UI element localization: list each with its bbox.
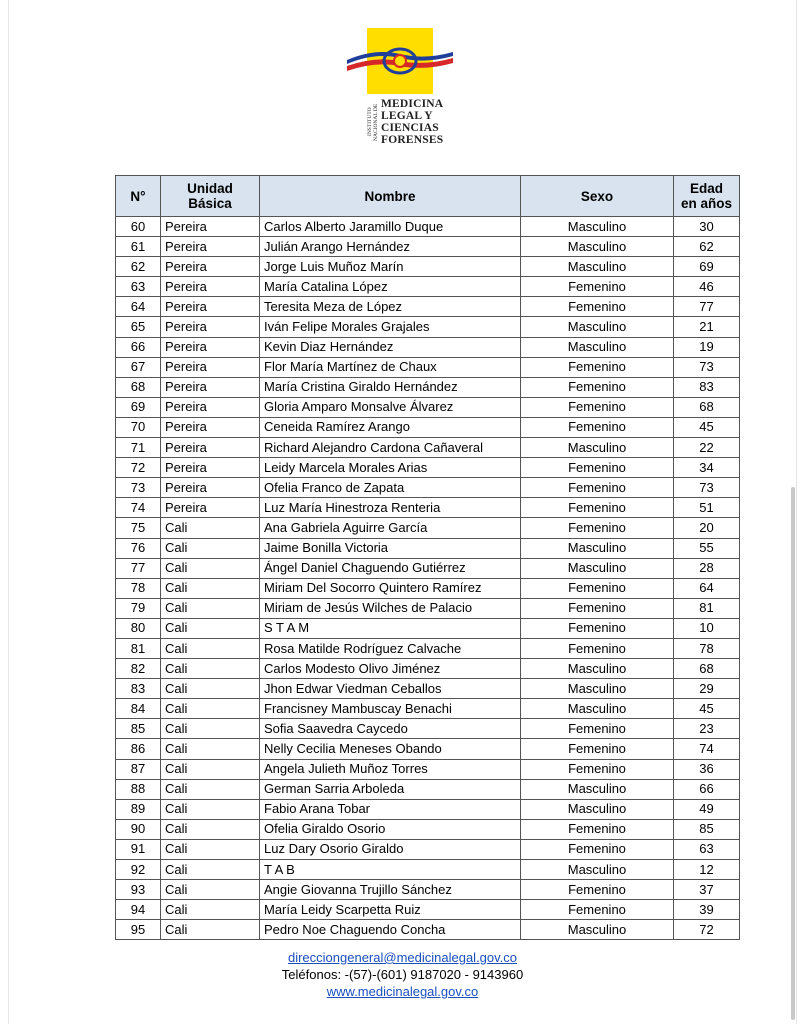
cell-num: 85	[116, 719, 161, 739]
cell-sex: Femenino	[521, 357, 674, 377]
cell-name: María Cristina Giraldo Hernández	[260, 377, 521, 397]
cell-unit: Pereira	[161, 377, 260, 397]
cell-age: 20	[674, 518, 740, 538]
cell-num: 95	[116, 920, 161, 940]
cell-age: 39	[674, 900, 740, 920]
table-row	[116, 638, 740, 658]
cell-age: 66	[674, 779, 740, 799]
table-row	[116, 759, 740, 779]
cell-sex: Masculino	[521, 860, 674, 880]
cell-sex: Femenino	[521, 518, 674, 538]
cell-age: 68	[674, 659, 740, 679]
cell-name: T A B	[260, 860, 521, 880]
cell-sex: Femenino	[521, 397, 674, 417]
table-row	[116, 880, 740, 900]
cell-sex: Masculino	[521, 699, 674, 719]
cell-unit: Pereira	[161, 498, 260, 518]
table-row	[116, 578, 740, 598]
cell-name: Miriam Del Socorro Quintero Ramírez	[260, 578, 521, 598]
cell-unit: Pereira	[161, 337, 260, 357]
cell-sex: Femenino	[521, 458, 674, 478]
cell-unit: Pereira	[161, 438, 260, 458]
cell-unit: Cali	[161, 860, 260, 880]
table-row	[116, 699, 740, 719]
logo-side-text: INSTITUTO NACIONAL DE	[367, 103, 379, 141]
cell-age: 36	[674, 759, 740, 779]
cell-num: 86	[116, 739, 161, 759]
cell-age: 45	[674, 699, 740, 719]
table-header-row	[116, 176, 740, 217]
table-row	[116, 739, 740, 759]
cell-name: Sofia Saavedra Caycedo	[260, 719, 521, 739]
cell-name: María Catalina López	[260, 277, 521, 297]
header-age-line2: en años	[680, 196, 732, 211]
table-row	[116, 257, 740, 277]
cell-name: Jorge Luis Muñoz Marín	[260, 257, 521, 277]
cell-name: Iván Felipe Morales Grajales	[260, 317, 521, 337]
cell-sex: Femenino	[521, 578, 674, 598]
cell-name: Fabio Arana Tobar	[260, 799, 521, 819]
logo-line-3: CIENCIAS	[381, 122, 439, 134]
cell-num: 77	[116, 558, 161, 578]
table-row	[116, 438, 740, 458]
table-row	[116, 618, 740, 638]
cell-num: 84	[116, 699, 161, 719]
cell-num: 67	[116, 357, 161, 377]
cell-sex: Masculino	[521, 538, 674, 558]
cell-age: 22	[674, 438, 740, 458]
cell-age: 10	[674, 618, 740, 638]
cell-unit: Cali	[161, 839, 260, 859]
cell-num: 80	[116, 618, 161, 638]
header-age-line1: Edad	[689, 181, 723, 196]
table-row	[116, 217, 740, 237]
cell-num: 93	[116, 880, 161, 900]
cell-age: 81	[674, 598, 740, 618]
table-row	[116, 659, 740, 679]
cell-age: 62	[674, 237, 740, 257]
cell-sex: Masculino	[521, 257, 674, 277]
cell-unit: Cali	[161, 799, 260, 819]
table-row	[116, 799, 740, 819]
page-footer	[0, 949, 805, 1000]
cell-unit: Cali	[161, 880, 260, 900]
footer-email-link[interactable]: direcciongeneral@medicinalegal.gov.co	[287, 950, 518, 965]
cell-sex: Masculino	[521, 317, 674, 337]
cell-num: 76	[116, 538, 161, 558]
cell-unit: Cali	[161, 618, 260, 638]
cell-unit: Pereira	[161, 217, 260, 237]
cell-age: 19	[674, 337, 740, 357]
logo-line-4: FORENSES	[381, 134, 444, 146]
logo-eye-emblem	[345, 28, 455, 94]
cell-sex: Femenino	[521, 759, 674, 779]
cell-num: 61	[116, 237, 161, 257]
cell-sex: Masculino	[521, 237, 674, 257]
cell-num: 81	[116, 638, 161, 658]
table-row	[116, 498, 740, 518]
cell-age: 23	[674, 719, 740, 739]
cell-num: 90	[116, 819, 161, 839]
cell-age: 12	[674, 860, 740, 880]
table-row	[116, 558, 740, 578]
table-row	[116, 900, 740, 920]
cell-unit: Cali	[161, 578, 260, 598]
cell-sex: Masculino	[521, 920, 674, 940]
cell-name: Francisney Mambuscay Benachi	[260, 699, 521, 719]
cell-unit: Cali	[161, 819, 260, 839]
cell-sex: Femenino	[521, 277, 674, 297]
cell-name: Angie Giovanna Trujillo Sánchez	[260, 880, 521, 900]
cell-name: Gloria Amparo Monsalve Álvarez	[260, 397, 521, 417]
cell-age: 46	[674, 277, 740, 297]
cell-unit: Pereira	[161, 257, 260, 277]
cell-sex: Femenino	[521, 739, 674, 759]
cell-age: 49	[674, 799, 740, 819]
table-row	[116, 397, 740, 417]
cell-unit: Pereira	[161, 297, 260, 317]
cell-name: Ceneida Ramírez Arango	[260, 417, 521, 437]
cell-sex: Femenino	[521, 498, 674, 518]
cell-age: 37	[674, 880, 740, 900]
cell-num: 70	[116, 417, 161, 437]
cell-sex: Masculino	[521, 217, 674, 237]
cell-unit: Cali	[161, 518, 260, 538]
cell-name: Carlos Modesto Olivo Jiménez	[260, 659, 521, 679]
cell-name: Luz Dary Osorio Giraldo	[260, 839, 521, 859]
cell-sex: Masculino	[521, 679, 674, 699]
cell-num: 87	[116, 759, 161, 779]
cell-name: Angela Julieth Muñoz Torres	[260, 759, 521, 779]
cell-name: S T A M	[260, 618, 521, 638]
cell-sex: Femenino	[521, 880, 674, 900]
cell-name: Jhon Edwar Viedman Ceballos	[260, 679, 521, 699]
cell-num: 78	[116, 578, 161, 598]
cell-unit: Cali	[161, 538, 260, 558]
table-row	[116, 518, 740, 538]
cell-age: 73	[674, 478, 740, 498]
cell-num: 73	[116, 478, 161, 498]
cell-name: Flor María Martínez de Chaux	[260, 357, 521, 377]
cell-age: 29	[674, 679, 740, 699]
cell-sex: Masculino	[521, 558, 674, 578]
table-row	[116, 779, 740, 799]
table-row	[116, 237, 740, 257]
table-row	[116, 839, 740, 859]
cell-name: María Leidy Scarpetta Ruiz	[260, 900, 521, 920]
logo-line-2: LEGAL Y	[381, 110, 433, 122]
table-row	[116, 478, 740, 498]
table-row	[116, 819, 740, 839]
page-edge-left	[8, 0, 9, 1024]
footer-phones: Teléfonos: -(57)-(601) 9187020 - 9143960	[281, 967, 524, 982]
cell-num: 68	[116, 377, 161, 397]
header-age	[674, 176, 740, 217]
cell-age: 34	[674, 458, 740, 478]
cell-sex: Masculino	[521, 659, 674, 679]
table-row	[116, 357, 740, 377]
cell-unit: Cali	[161, 719, 260, 739]
cell-sex: Masculino	[521, 337, 674, 357]
cell-name: Carlos Alberto Jaramillo Duque	[260, 217, 521, 237]
table-row	[116, 417, 740, 437]
cell-num: 83	[116, 679, 161, 699]
cell-unit: Cali	[161, 779, 260, 799]
victims-table	[115, 175, 740, 940]
cell-unit: Cali	[161, 920, 260, 940]
cell-sex: Masculino	[521, 438, 674, 458]
header-unit	[161, 176, 260, 217]
cell-unit: Cali	[161, 598, 260, 618]
cell-age: 78	[674, 638, 740, 658]
cell-sex: Masculino	[521, 779, 674, 799]
cell-num: 82	[116, 659, 161, 679]
cell-sex: Femenino	[521, 417, 674, 437]
cell-name: German Sarria Arboleda	[260, 779, 521, 799]
table-row	[116, 377, 740, 397]
cell-name: Teresita Meza de López	[260, 297, 521, 317]
cell-age: 45	[674, 417, 740, 437]
cell-sex: Femenino	[521, 297, 674, 317]
table-row	[116, 317, 740, 337]
header-num: N°	[116, 176, 161, 217]
cell-unit: Cali	[161, 739, 260, 759]
cell-unit: Cali	[161, 699, 260, 719]
cell-num: 89	[116, 799, 161, 819]
cell-name: Luz María Hinestroza Renteria	[260, 498, 521, 518]
cell-num: 94	[116, 900, 161, 920]
cell-unit: Cali	[161, 638, 260, 658]
cell-name: Ana Gabriela Aguirre García	[260, 518, 521, 538]
cell-name: Richard Alejandro Cardona Cañaveral	[260, 438, 521, 458]
cell-num: 74	[116, 498, 161, 518]
cell-num: 72	[116, 458, 161, 478]
cell-unit: Pereira	[161, 458, 260, 478]
cell-age: 64	[674, 578, 740, 598]
table-row	[116, 458, 740, 478]
cell-num: 62	[116, 257, 161, 277]
cell-unit: Cali	[161, 558, 260, 578]
cell-sex: Femenino	[521, 900, 674, 920]
cell-age: 85	[674, 819, 740, 839]
cell-num: 71	[116, 438, 161, 458]
table-row	[116, 920, 740, 940]
cell-name: Pedro Noe Chaguendo Concha	[260, 920, 521, 940]
cell-age: 83	[674, 377, 740, 397]
cell-unit: Pereira	[161, 237, 260, 257]
cell-name: Ofelia Giraldo Osorio	[260, 819, 521, 839]
cell-age: 55	[674, 538, 740, 558]
cell-num: 88	[116, 779, 161, 799]
cell-num: 65	[116, 317, 161, 337]
footer-website-link[interactable]: www.medicinalegal.gov.co	[326, 984, 479, 999]
cell-sex: Femenino	[521, 839, 674, 859]
table-row	[116, 860, 740, 880]
cell-age: 51	[674, 498, 740, 518]
cell-name: Ofelia Franco de Zapata	[260, 478, 521, 498]
cell-unit: Cali	[161, 679, 260, 699]
cell-age: 69	[674, 257, 740, 277]
cell-unit: Cali	[161, 900, 260, 920]
cell-unit: Pereira	[161, 277, 260, 297]
cell-num: 60	[116, 217, 161, 237]
cell-sex: Femenino	[521, 819, 674, 839]
cell-name: Rosa Matilde Rodríguez Calvache	[260, 638, 521, 658]
header-unit-line2: Básica	[188, 196, 232, 211]
cell-name: Leidy Marcela Morales Arias	[260, 458, 521, 478]
table-row	[116, 679, 740, 699]
institution-logo	[345, 28, 455, 148]
cell-unit: Pereira	[161, 317, 260, 337]
logo-line-1: MEDICINA	[381, 98, 444, 110]
cell-age: 73	[674, 357, 740, 377]
cell-age: 21	[674, 317, 740, 337]
page-edge-right	[796, 0, 797, 1024]
cell-unit: Pereira	[161, 417, 260, 437]
cell-age: 63	[674, 839, 740, 859]
table-row	[116, 598, 740, 618]
table-row	[116, 277, 740, 297]
cell-num: 66	[116, 337, 161, 357]
cell-sex: Femenino	[521, 598, 674, 618]
scrollbar-thumb[interactable]	[791, 487, 795, 1020]
cell-age: 28	[674, 558, 740, 578]
cell-num: 75	[116, 518, 161, 538]
cell-unit: Pereira	[161, 478, 260, 498]
cell-name: Ángel Daniel Chaguendo Gutiérrez	[260, 558, 521, 578]
cell-name: Kevin Diaz Hernández	[260, 337, 521, 357]
table-row	[116, 538, 740, 558]
cell-name: Miriam de Jesús Wilches de Palacio	[260, 598, 521, 618]
cell-num: 69	[116, 397, 161, 417]
cell-num: 79	[116, 598, 161, 618]
cell-sex: Femenino	[521, 719, 674, 739]
cell-sex: Femenino	[521, 377, 674, 397]
cell-age: 77	[674, 297, 740, 317]
cell-num: 64	[116, 297, 161, 317]
table-row	[116, 297, 740, 317]
cell-unit: Cali	[161, 659, 260, 679]
cell-unit: Cali	[161, 759, 260, 779]
cell-age: 72	[674, 920, 740, 940]
cell-num: 63	[116, 277, 161, 297]
header-name: Nombre	[260, 176, 521, 217]
cell-sex: Femenino	[521, 478, 674, 498]
cell-unit: Pereira	[161, 397, 260, 417]
cell-name: Nelly Cecilia Meneses Obando	[260, 739, 521, 759]
cell-age: 30	[674, 217, 740, 237]
header-sex: Sexo	[521, 176, 674, 217]
cell-sex: Masculino	[521, 799, 674, 819]
table-row	[116, 719, 740, 739]
cell-age: 68	[674, 397, 740, 417]
header-unit-line1: Unidad	[187, 181, 233, 196]
cell-sex: Femenino	[521, 638, 674, 658]
cell-name: Julián Arango Hernández	[260, 237, 521, 257]
cell-name: Jaime Bonilla Victoria	[260, 538, 521, 558]
cell-num: 92	[116, 860, 161, 880]
cell-num: 91	[116, 839, 161, 859]
cell-sex: Femenino	[521, 618, 674, 638]
logo-wordmark	[381, 98, 451, 146]
table-row	[116, 337, 740, 357]
cell-age: 74	[674, 739, 740, 759]
cell-unit: Pereira	[161, 357, 260, 377]
